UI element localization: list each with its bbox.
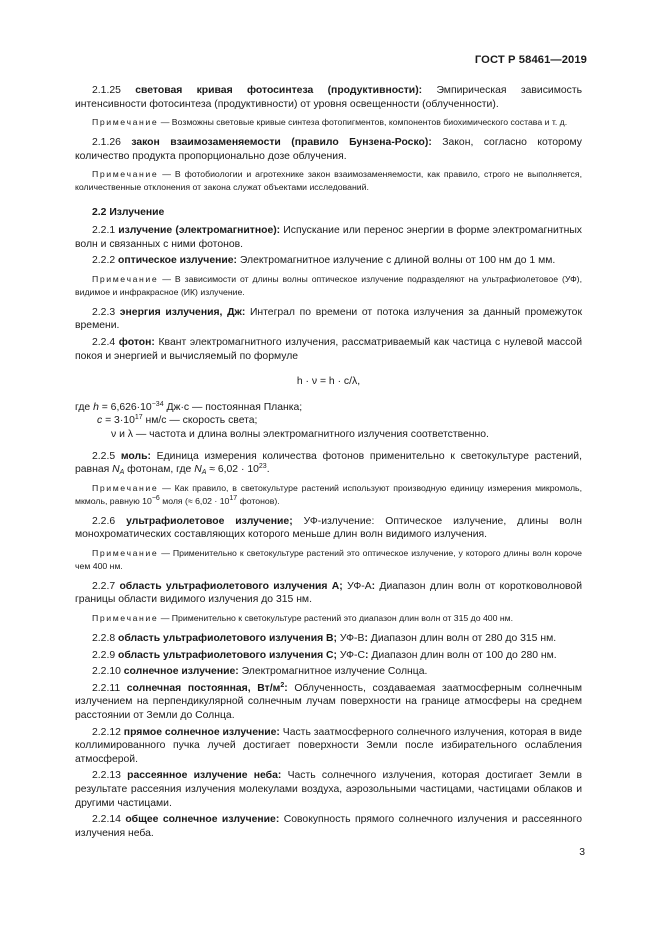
term-title: моль: [120, 450, 151, 462]
legend-var-c: c [97, 415, 103, 427]
term-number: 2.2.3 [92, 306, 116, 318]
note-text: — Применительно к светокультуре растений это диапазон длин волн от 315 до 400 нм. [158, 613, 514, 624]
term-2-2-4 [75, 336, 582, 363]
term-definition: Эмпирическая зависимость интенсивности фотосинтеза (продуктивности) от уровня освещенности (облученности). [75, 85, 583, 110]
standard-header: ГОСТ Р 58461—2019 [474, 54, 587, 66]
section-heading-2-2: 2.2 Излучение [92, 207, 165, 219]
term-definition: Часть солнечного излучения, которая достигает Земли в результате рассеяния излучения молекулами воздуха, аэрозольными частицами, частицами облаков и другими частицами. [75, 770, 582, 809]
term-2-2-12 [75, 726, 582, 767]
term-title: энергия излучения, Дж: [119, 306, 246, 318]
term-number: 2.2.2 [92, 255, 116, 267]
term-colon: : [371, 580, 376, 592]
note-label: Примечание [92, 547, 159, 558]
term-title: солнечная постоянная, Вт/м [126, 682, 281, 694]
exponent: 2 [280, 681, 285, 689]
legend-var-h: h [93, 401, 99, 413]
avogadro-symbol: N [194, 464, 202, 476]
term-definition: . [266, 464, 270, 476]
page-number: 3 [579, 847, 585, 858]
term-2-2-5 [75, 450, 582, 477]
term-2-2-1 [75, 224, 582, 251]
term-number: 2.2.6 [92, 515, 116, 527]
exponent: 23 [258, 463, 267, 471]
term-2-1-25 [75, 84, 582, 111]
legend-light-speed [75, 414, 582, 428]
term-number: 2.2.14 [92, 814, 121, 826]
term-2-1-26 [75, 136, 582, 163]
note-label: Примечание [92, 273, 159, 284]
term-2-2-13 [75, 769, 582, 810]
photon-energy-formula: h · ν = h · c/λ, [296, 376, 361, 388]
avogadro-symbol: N [112, 464, 120, 476]
term-number: 2.1.26 [92, 137, 121, 149]
term-number: 2.2.7 [92, 580, 116, 592]
term-definition: Испускание или перенос энергии в форме электромагнитных волн и связанных с ними фотонов. [75, 224, 582, 250]
note-label: Примечание [92, 613, 159, 624]
term-definition: Электромагнитное излучение с длиной волны от 100 нм до 1 мм. [237, 255, 556, 267]
term-2-2-10 [75, 665, 582, 679]
term-2-2-14 [75, 813, 582, 840]
term-2-2-2 [75, 254, 582, 268]
term-2-2-6 [75, 515, 582, 542]
term-title: оптическое излучение: [118, 255, 238, 267]
note-2-1-25 [75, 116, 582, 129]
term-title: общее солнечное излучение: [125, 814, 280, 826]
legend-desc: Дж·с — постоянная Планка; [163, 401, 303, 413]
term-definition: фотонам, где [124, 464, 195, 476]
term-title: световая кривая фотосинтеза (продуктивности): [135, 85, 423, 96]
note-text: — Как правило, в светокультуре растений используют производную единицу измерения микромоль, мкмоль, равную 10 [75, 482, 582, 506]
spacer [75, 442, 582, 450]
legend-exponent: −34 [151, 400, 164, 408]
term-definition: Квант электромагнитного излучения, рассматриваемый как частица с нулевой массой покоя и энергией и вычисляемый по формуле [75, 336, 582, 362]
note-2-2-6 [75, 547, 582, 573]
term-title: прямое солнечное излучение: [123, 726, 280, 738]
term-number: 2.2.11 [92, 682, 121, 694]
legend-frequency-wavelength: ν и λ — частота и длина волны электромагнитного излучения соответственно. [111, 428, 489, 440]
term-title: фотон: [118, 336, 155, 348]
term-definition: Совокупность прямого солнечного излучения и рассеянного излучения неба. [75, 814, 583, 839]
note-text: — В фотобиологии и агротехнике закон взаимозаменяемости, как правило, строго не выполняется, количественные отклонения от закона служат объектами исследований. [75, 169, 582, 193]
term-title: область ультрафиолетового излучения C; [118, 649, 338, 661]
exponent: −6 [151, 494, 160, 502]
term-definition: Интеграл по времени от потока излучения за данный промежуток времени. [75, 306, 582, 332]
note-text: — Применительно к светокультуре растений это оптическое излучение, у которого длины волн короче чем 400 нм. [75, 547, 582, 571]
term-number: 2.2.1 [92, 224, 116, 236]
term-title: область ультрафиолетового излучения B; [118, 633, 338, 645]
term-2-2-3 [75, 306, 582, 333]
term-2-2-7 [75, 580, 582, 607]
page-body [75, 84, 582, 843]
note-2-2-5 [75, 482, 582, 508]
term-title: излучение (электромагнитное): [118, 224, 281, 236]
note-2-1-26 [75, 168, 582, 194]
term-title: солнечное излучение: [123, 666, 239, 678]
note-label: Примечание [92, 169, 159, 180]
term-2-2-9 [75, 649, 582, 663]
term-2-2-8 [75, 632, 582, 646]
note-text: — Возможны световые кривые синтеза фотопигментов, компонентов биохимического состава и т. д. [158, 117, 568, 128]
term-number: 2.2.5 [92, 450, 116, 462]
term-definition: Закон, согласно которому количество продукта пропорционально дозе облучения. [75, 137, 582, 162]
legend-desc: нм/с — скорость света; [142, 415, 258, 427]
note-text: — В зависимости от длины волны оптическое излучение подразделяют на ультрафиолетовое (УФ), видимое и инфракрасное (ИК) излучение. [75, 273, 582, 297]
legend-exponent: 17 [134, 414, 143, 422]
term-colon: : [284, 682, 288, 694]
term-title: область ультрафиолетового излучения A; [119, 580, 343, 592]
term-number: 2.2.12 [92, 726, 121, 738]
term-number: 2.1.25 [92, 85, 121, 96]
term-definition: УФ-излучение: Оптическое излучение, длины волн монохроматических составляющих которого меньше длин волн видимого излучения. [75, 515, 582, 541]
note-2-2-2 [75, 273, 582, 299]
term-2-2-11 [75, 682, 582, 723]
term-number: 2.2.13 [92, 770, 121, 782]
note-text: фотонов). [237, 495, 280, 506]
term-number: 2.2.9 [92, 649, 116, 661]
term-synonym: УФ-C [337, 649, 366, 661]
term-colon: : [365, 649, 369, 661]
legend-value: = 6,626·10 [98, 401, 152, 413]
term-definition: Электромагнитное излучение Солнца. [238, 666, 428, 678]
term-title: закон взаимозаменяемости (правило Бунзена-Роско): [131, 137, 432, 149]
term-definition: Диапазон длин волн от коротковолновой границы области видимого излучения до 315 нм. [75, 580, 583, 606]
note-text: моля (≈ 6,02 · 10 [159, 495, 230, 506]
term-number: 2.2.8 [92, 633, 116, 645]
legend-value: = 3·10 [102, 415, 135, 427]
avogadro-subscript: A [119, 469, 125, 477]
avogadro-subscript: A [201, 469, 207, 477]
term-colon: : [364, 633, 368, 645]
term-title: ультрафиолетовое излучение; [126, 515, 293, 527]
term-number: 2.2.10 [92, 666, 121, 678]
term-number: 2.2.4 [92, 336, 116, 348]
term-definition: ≈ 6,02 · 10 [206, 464, 259, 476]
legend-planck [75, 401, 582, 415]
legend-where: где [75, 401, 94, 413]
note-label: Примечание [92, 117, 159, 128]
formula-legend [75, 401, 582, 442]
term-definition: Диапазон длин волн от 280 до 315 нм. [367, 633, 557, 645]
exponent: 17 [229, 494, 238, 502]
term-definition: Часть заатмосферного солнечного излучения, которая в виде коллимированного пучка лучей достигает поверхности Земли после избирательного ослабления атмосферой. [75, 726, 582, 765]
note-label: Примечание [92, 482, 159, 493]
term-definition: Единица измерения количества фотонов применительно к светокультуре растений, равная [75, 450, 582, 476]
term-definition: Диапазон длин волн от 100 до 280 нм. [368, 649, 557, 661]
term-title: рассеянное излучение неба: [127, 770, 282, 782]
term-synonym: УФ-B [337, 633, 365, 645]
term-definition: Облученность, создаваемая заатмосферным солнечным излучением на перпендикулярной солнечным лучам поверхности на границе атмосферы на среднем расстоянии от Земли до Солнца. [75, 682, 582, 722]
term-synonym: УФ-A [342, 580, 372, 592]
note-2-2-7 [75, 612, 582, 625]
